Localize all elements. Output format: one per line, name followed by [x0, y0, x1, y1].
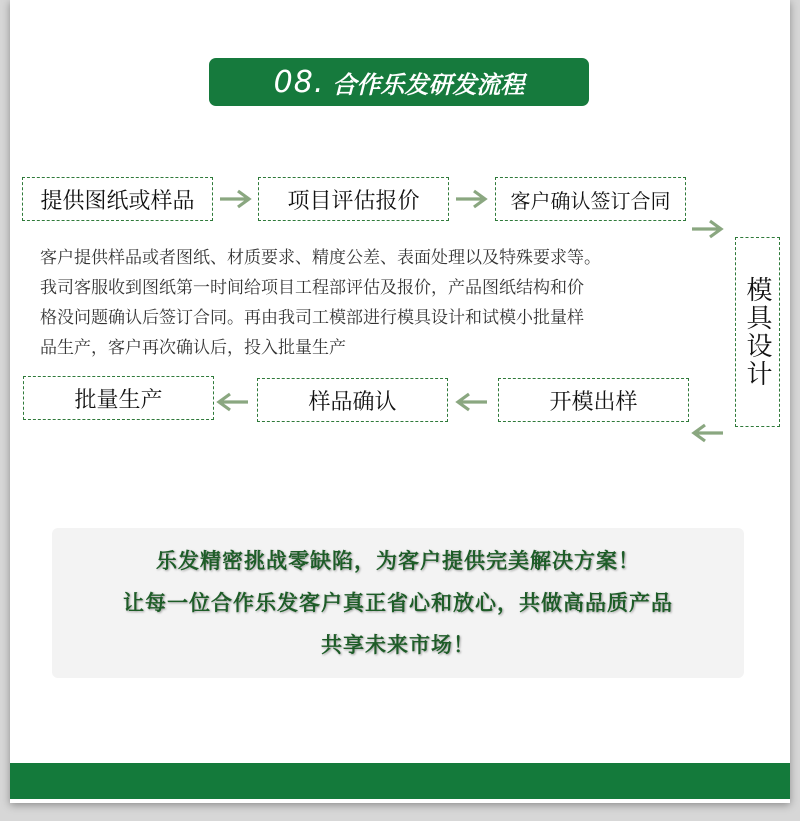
description-line: 客户提供样品或者图纸、材质要求、精度公差、表面处理以及特殊要求等。: [40, 248, 601, 268]
process-description: [40, 243, 730, 363]
step-evaluation-quote: [258, 177, 449, 221]
footer-band: [10, 763, 790, 799]
section-title-badge: [209, 58, 589, 106]
step-label: 开模出样: [549, 389, 638, 415]
step-label: 客户确认签订合同: [510, 188, 671, 213]
slogan-line: 让每一位合作乐发客户真正省心和放心，共做高品质产品: [123, 591, 673, 615]
arrow-right-icon: [218, 189, 252, 209]
arrow-left-icon: [691, 423, 725, 443]
step-label: 项目评估报价: [287, 188, 420, 214]
step-mold-design: [735, 237, 780, 427]
arrow-left-icon: [216, 392, 250, 412]
arrow-right-icon: [690, 219, 724, 239]
step-mass-production: [23, 376, 214, 420]
description-line: 我司客服收到图纸第一时间给项目工程部评估及报价，产品图纸结构和价: [40, 278, 584, 298]
section-number: 08.: [273, 64, 325, 100]
slogan-panel: [52, 528, 744, 678]
step-label: 样品确认: [308, 389, 397, 415]
arrow-right-icon: [454, 189, 488, 209]
step-provide-drawings: [22, 177, 213, 221]
slogan-line: 乐发精密挑战零缺陷，为客户提供完美解决方案！: [156, 549, 640, 573]
description-line: 品生产，客户再次确认后，投入批量生产: [40, 338, 346, 358]
description-line: 格没问题确认后签订合同。再由我司工模部进行模具设计和试模小批量样: [40, 308, 584, 328]
step-open-mold-sample: [498, 378, 689, 422]
step-label: 模具设计: [742, 276, 772, 388]
step-sign-contract: [495, 177, 686, 221]
step-label: 批量生产: [74, 387, 163, 413]
step-label: 提供图纸或样品: [40, 188, 195, 214]
arrow-left-icon: [455, 392, 489, 412]
section-title: 合作乐发研发流程: [332, 70, 525, 99]
slogan-line: 共享未来市场！: [321, 633, 475, 657]
step-sample-confirm: [257, 378, 448, 422]
